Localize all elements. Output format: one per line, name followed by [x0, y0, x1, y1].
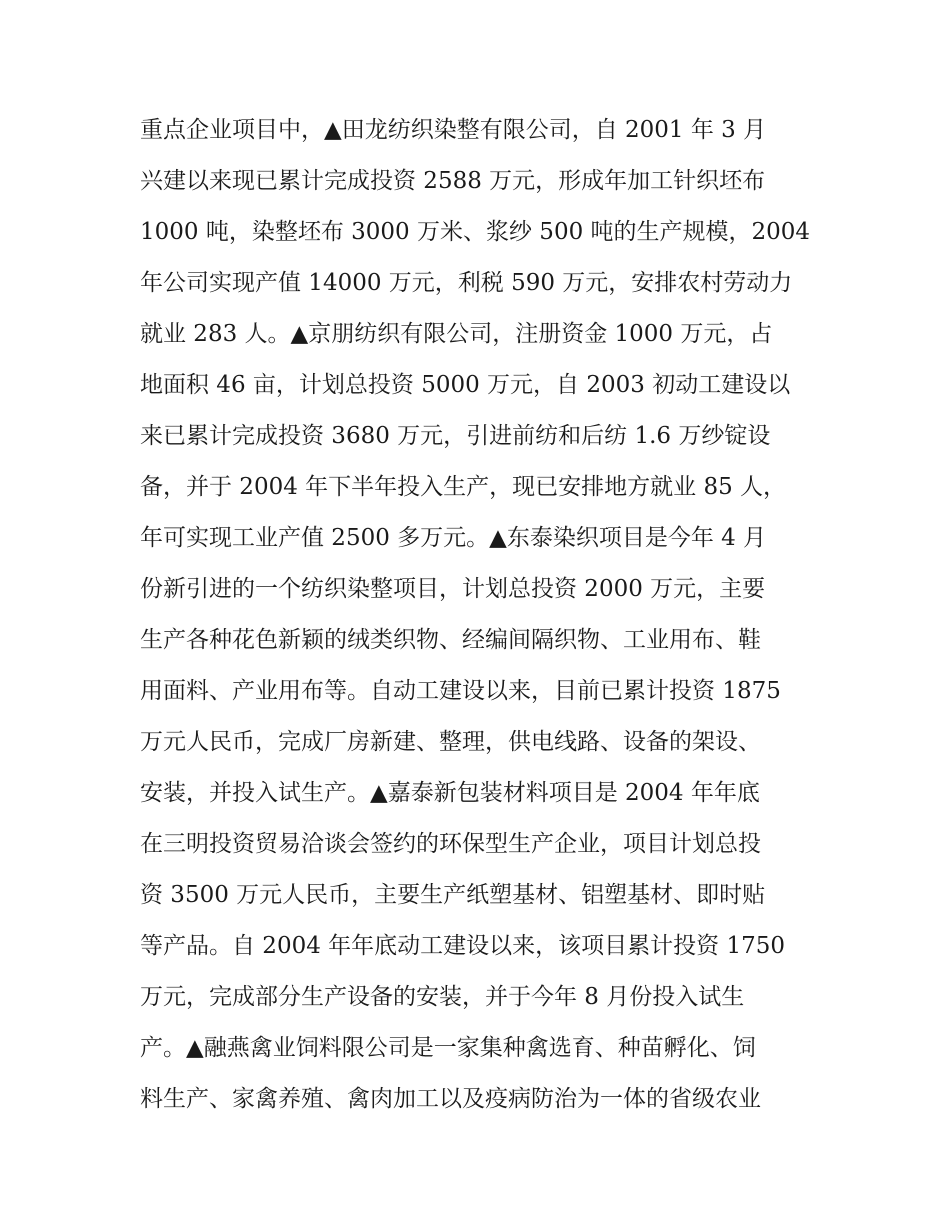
text-line: 来已累计完成投资 3680 万元，引进前纺和后纺 1.6 万纱锭设 [140, 423, 771, 449]
text-line: 资 3500 万元人民币，主要生产纸塑基材、铝塑基材、即时贴 [140, 882, 766, 908]
text-line: 年可实现工业产值 2500 多万元。▲东泰染织项目是今年 4 月 [140, 525, 767, 551]
text-line: 等产品。自 2004 年年底动工建设以来，该项目累计投资 1750 [140, 933, 785, 959]
text-line: 在三明投资贸易洽谈会签约的环保型生产企业，项目计划总投 [140, 831, 761, 857]
text-line: 料生产、家禽养殖、禽肉加工以及疫病防治为一体的省级农业 [140, 1086, 761, 1112]
body-paragraph [140, 105, 830, 1125]
text-line: 用面料、产业用布等。自动工建设以来，目前已累计投资 1875 [140, 678, 781, 704]
text-line: 年公司实现产值 14000 万元，利税 590 万元，安排农村劳动力 [140, 270, 793, 296]
text-line: 万元人民币，完成厂房新建、整理，供电线路、设备的架设、 [140, 729, 761, 755]
text-line: 重点企业项目中，▲田龙纺织染整有限公司，自 2001 年 3 月 [140, 117, 767, 143]
text-line: 就业 283 人。▲京朋纺织有限公司，注册资金 1000 万元，占 [140, 321, 773, 347]
text-line: 1000 吨，染整坯布 3000 万米、浆纱 500 吨的生产规模，2004 [140, 219, 811, 245]
text-line: 产。▲融燕禽业饲料限公司是一家集种禽选育、种苗孵化、饲 [140, 1035, 756, 1061]
text-line: 生产各种花色新颖的绒类织物、经编间隔织物、工业用布、鞋 [140, 627, 761, 653]
text-line: 地面积 46 亩，计划总投资 5000 万元，自 2003 初动工建设以 [140, 372, 791, 398]
text-line: 备，并于 2004 年下半年投入生产，现已安排地方就业 85 人， [140, 474, 787, 500]
text-line: 安装，并投入试生产。▲嘉泰新包装材料项目是 2004 年年底 [140, 780, 760, 806]
text-line: 份新引进的一个纺织染整项目，计划总投资 2000 万元，主要 [140, 576, 766, 602]
text-line: 兴建以来现已累计完成投资 2588 万元，形成年加工针织坯布 [140, 168, 766, 194]
text-line: 万元，完成部分生产设备的安装，并于今年 8 月份投入试生 [140, 984, 745, 1010]
